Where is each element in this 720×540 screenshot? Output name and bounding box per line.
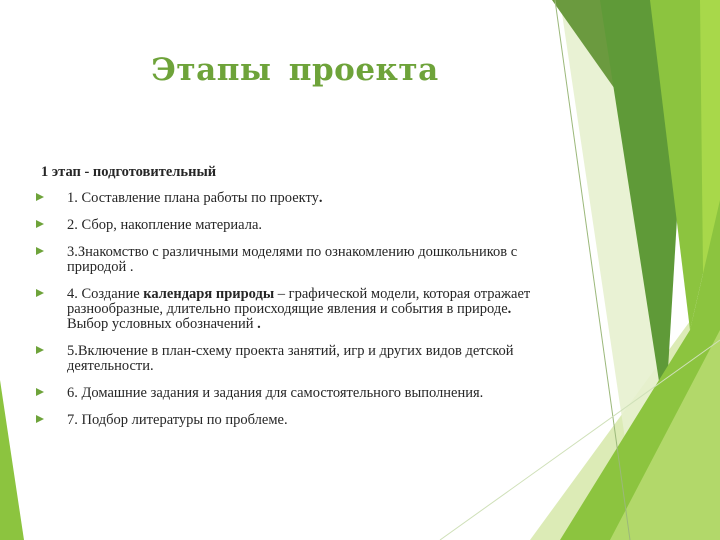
stage-heading: 1 этап - подготовительный xyxy=(41,164,217,180)
arrow-bullet-icon xyxy=(36,346,44,354)
arrow-bullet-icon xyxy=(36,415,44,423)
item-text: 4. Создание xyxy=(67,286,144,302)
list-item xyxy=(36,218,536,233)
item-text: 5.Включение в план-схему проекта занятий, игр и других видов детской деятельности. xyxy=(67,343,514,374)
item-text: 6. Домашние задания и задания для самостоятельного выполнения. xyxy=(67,385,484,401)
arrow-bullet-icon xyxy=(36,193,44,201)
item-text: Выбор условных обозначений xyxy=(67,316,258,332)
arrow-bullet-icon xyxy=(36,289,44,297)
left-green-sliver xyxy=(0,380,24,540)
arrow-bullet-icon xyxy=(36,247,44,255)
list-item xyxy=(36,245,536,275)
list-item xyxy=(36,386,536,401)
arrow-bullet-icon xyxy=(36,388,44,396)
slide-content xyxy=(36,165,536,440)
item-text-bold: . xyxy=(507,301,512,317)
item-text-bold: календаря природы xyxy=(143,286,275,302)
list-item xyxy=(36,413,536,428)
item-text: 2. Сбор, накопление материала. xyxy=(67,217,263,233)
slide-title: Этапы проекта xyxy=(151,52,439,88)
item-text-bold: . xyxy=(257,316,261,332)
item-text-bold: . xyxy=(318,190,323,206)
item-text: 1. Составление плана работы по проекту xyxy=(67,190,319,206)
item-text: 3.Знакомство с различными моделями по ознакомлению дошкольников с природой . xyxy=(67,244,518,275)
arrow-bullet-icon xyxy=(36,220,44,228)
list-item xyxy=(36,344,536,374)
list-item xyxy=(36,287,536,332)
list-item xyxy=(36,191,536,206)
item-text: 7. Подбор литературы по проблеме. xyxy=(67,412,288,428)
stage-item-list xyxy=(36,191,536,428)
item-text: – графической модели, которая отражает разнообразные, длительно происходящие явления и события в природе xyxy=(67,286,531,317)
